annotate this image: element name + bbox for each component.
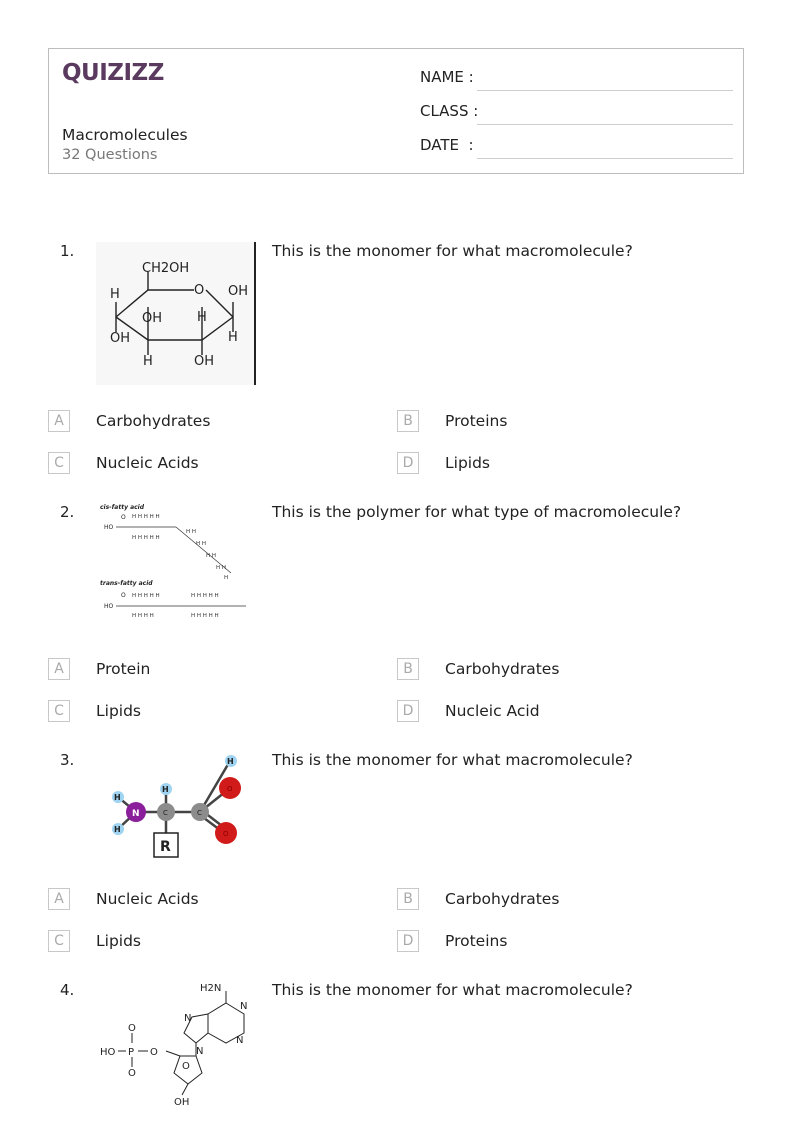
label-n: N: [236, 1035, 244, 1046]
option-text: Nucleic Acids: [96, 890, 199, 908]
date-field[interactable]: [420, 136, 474, 154]
label-h: H: [143, 354, 153, 369]
option-letter: B: [397, 658, 419, 680]
option-letter: C: [48, 700, 70, 722]
label-ch2oh: CH2OH: [142, 261, 190, 276]
label-o: O: [227, 785, 233, 793]
nucleotide-structure-image: [96, 981, 261, 1111]
label-oh: OH: [142, 311, 163, 326]
worksheet-title: Macromolecules: [62, 126, 188, 144]
label-h: H: [110, 287, 120, 302]
svg-text:H H: H H: [206, 553, 217, 559]
svg-text:HO: HO: [104, 603, 114, 610]
option-text: Proteins: [445, 932, 508, 950]
label-c: C: [197, 809, 202, 817]
amino-acid-structure-image: [96, 751, 256, 866]
label-n: N: [240, 1001, 248, 1012]
option-letter: C: [48, 452, 70, 474]
question-number: 3.: [60, 751, 75, 769]
option-text: Protein: [96, 660, 151, 678]
label-o: O: [128, 1023, 136, 1034]
label-h2n: H2N: [200, 983, 222, 994]
label-p: P: [128, 1047, 135, 1058]
option-text: Carbohydrates: [96, 412, 211, 430]
label-n: N: [184, 1013, 192, 1024]
option-letter: A: [48, 658, 70, 680]
option-letter: A: [48, 888, 70, 910]
label-h: H: [162, 785, 169, 794]
label-n: N: [132, 809, 140, 819]
svg-text:O: O: [121, 592, 126, 599]
option-letter: A: [48, 410, 70, 432]
quizizz-logo: QUIZIZZ: [62, 60, 164, 86]
label-o: O: [223, 830, 229, 838]
option-text: Nucleic Acid: [445, 702, 540, 720]
label-oh: OH: [228, 284, 249, 299]
label-h: H: [197, 310, 207, 325]
label-oh: OH: [194, 354, 215, 369]
label-trans: trans-fatty acid: [100, 580, 153, 587]
question-count: 32 Questions: [62, 147, 158, 163]
svg-text:H H: H H: [186, 529, 197, 535]
svg-text:H H H H H: H H H H H: [132, 514, 160, 520]
svg-text:H: H: [224, 575, 229, 581]
label-r: R: [160, 839, 171, 855]
label-h: H: [228, 330, 238, 345]
label-c: C: [163, 809, 168, 817]
question-number: 2.: [60, 503, 75, 521]
question-number: 4.: [60, 981, 75, 999]
option-text: Nucleic Acids: [96, 454, 199, 472]
option-text: Carbohydrates: [445, 890, 560, 908]
name-label: NAME :: [420, 68, 474, 86]
label-o: O: [194, 283, 205, 298]
question-number: 1.: [60, 242, 75, 260]
label-ho: HO: [104, 524, 114, 531]
svg-text:H H H H H: H H H H H: [191, 613, 219, 619]
name-line: [477, 90, 733, 91]
option-letter: D: [397, 930, 419, 952]
worksheet-header: [48, 48, 744, 174]
date-label: DATE :: [420, 136, 474, 154]
label-h: H: [114, 793, 121, 802]
svg-text:H H: H H: [196, 541, 207, 547]
label-oh: OH: [110, 331, 131, 346]
option-letter: C: [48, 930, 70, 952]
label-n: N: [196, 1046, 204, 1057]
name-field[interactable]: [420, 68, 474, 86]
svg-text:H H H H H: H H H H H: [132, 593, 160, 599]
label-o: O: [182, 1061, 190, 1072]
option-text: Lipids: [96, 932, 142, 950]
question-text: This is the monomer for what macromolecule?: [272, 751, 633, 769]
class-field[interactable]: [420, 102, 478, 120]
question-text: This is the monomer for what macromolecule?: [272, 242, 633, 260]
svg-text:H H H H H: H H H H H: [191, 593, 219, 599]
label-ho: HO: [100, 1047, 116, 1058]
glucose-structure-image: [96, 242, 266, 387]
option-letter: B: [397, 888, 419, 910]
option-text: Lipids: [96, 702, 142, 720]
option-text: Carbohydrates: [445, 660, 560, 678]
label-h: H: [114, 825, 121, 834]
label-o: O: [121, 514, 126, 521]
label-o: O: [128, 1068, 136, 1079]
option-letter: B: [397, 410, 419, 432]
question-text: This is the monomer for what macromolecule?: [272, 981, 633, 999]
date-line: [477, 158, 733, 159]
svg-text:H H H H H: H H H H H: [132, 535, 160, 541]
label-o: O: [150, 1047, 158, 1058]
label-cis: cis-fatty acid: [100, 504, 145, 511]
option-text: Lipids: [445, 454, 491, 472]
fatty-acid-structure-image: [96, 503, 256, 628]
class-line: [477, 124, 733, 125]
svg-text:H H H H: H H H H: [132, 613, 154, 619]
question-text: This is the polymer for what type of macromolecule?: [272, 503, 682, 521]
option-letter: D: [397, 452, 419, 474]
option-letter: D: [397, 700, 419, 722]
class-label: CLASS :: [420, 102, 479, 120]
label-h: H: [227, 757, 234, 766]
svg-text:H H: H H: [216, 565, 227, 571]
label-oh: OH: [174, 1097, 190, 1108]
option-text: Proteins: [445, 412, 508, 430]
